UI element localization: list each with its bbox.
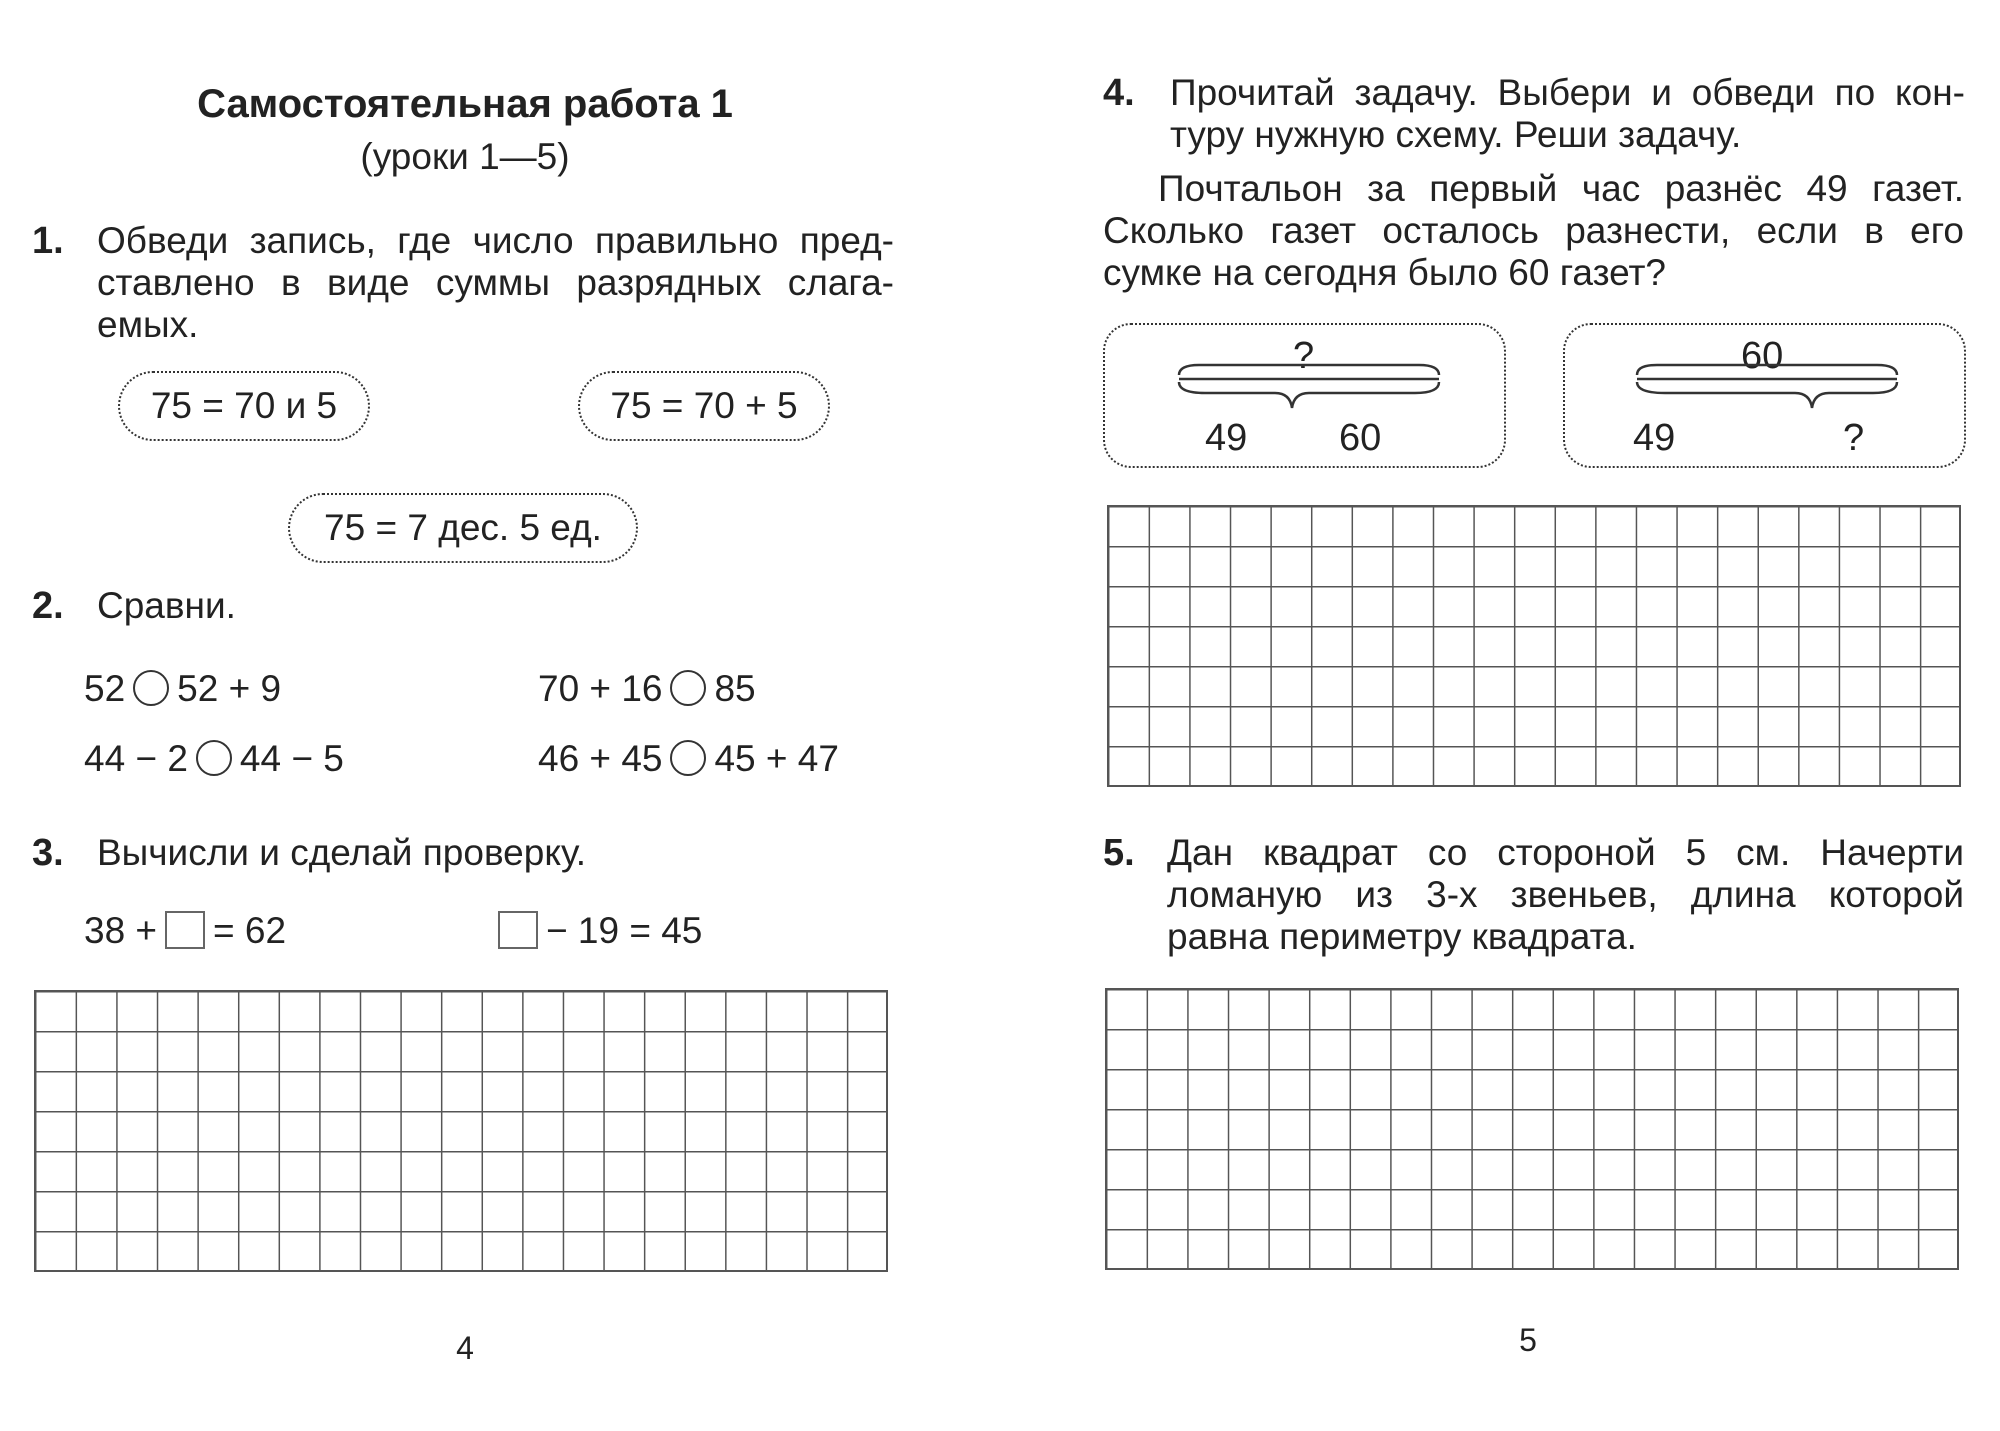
- task5-line1: Дан квадрат со стороной 5 см. Начерти: [1167, 832, 1964, 873]
- compare-left: 70 + 16: [538, 668, 663, 709]
- task5-line2: ломаную из 3-х звеньев, длина которой: [1167, 874, 1964, 915]
- compare-right: 44 − 5: [239, 738, 344, 779]
- scheme-right-label: ?: [1843, 417, 1865, 459]
- scheme-top-label: 60: [1741, 335, 1784, 377]
- page-subtitle: (уроки 1—5): [360, 136, 570, 177]
- task4-line2: туру нужную схему. Реши задачу.: [1170, 114, 1742, 155]
- task3-equation-1: [84, 910, 286, 952]
- compare-circle[interactable]: [670, 670, 706, 706]
- compare-row-4: [538, 738, 839, 780]
- compare-row-1: [84, 668, 281, 710]
- task1-option-3[interactable]: 75 = 7 дес. 5 ед.: [288, 493, 638, 563]
- scheme-option-1[interactable]: [1103, 323, 1506, 468]
- scheme-left-label: 49: [1205, 417, 1248, 459]
- scheme-right-label: 60: [1339, 417, 1382, 459]
- compare-left: 46 + 45: [538, 738, 663, 779]
- task4-line1: Прочитай задачу. Выбери и обведи по кон-: [1170, 72, 1965, 113]
- page-title: Самостоятельная работа 1: [197, 82, 733, 126]
- task3-equation-2: [490, 910, 702, 952]
- task1-line2: ставлено в виде суммы разрядных слага-: [97, 262, 894, 303]
- task1-line3: емых.: [97, 304, 199, 345]
- task1-line1: Обведи запись, где число правильно пред-: [97, 220, 894, 261]
- task2-number: 2.: [32, 585, 64, 627]
- task4-grid[interactable]: [1107, 505, 1961, 787]
- task5-line3: равна периметру квадрата.: [1167, 916, 1637, 957]
- problem-line2: Сколько газет осталось разнести, если в его: [1103, 210, 1964, 251]
- answer-box[interactable]: [165, 911, 205, 949]
- equation-right: = 62: [213, 910, 287, 951]
- scheme-top-label: ?: [1293, 335, 1315, 377]
- equation-left: 38 +: [84, 910, 158, 951]
- task2-text: Сравни.: [97, 585, 236, 626]
- compare-row-2: [538, 668, 756, 710]
- segment-brace-icon: [1565, 325, 1968, 470]
- answer-box[interactable]: [498, 911, 538, 949]
- scheme-option-2[interactable]: [1563, 323, 1966, 468]
- task5-grid[interactable]: [1105, 988, 1959, 1270]
- compare-right: 45 + 47: [714, 738, 839, 779]
- task1-option-1[interactable]: 75 = 70 и 5: [118, 371, 370, 441]
- task3-grid[interactable]: [34, 990, 888, 1272]
- scheme-left-label: 49: [1633, 417, 1676, 459]
- task5-number: 5.: [1103, 832, 1135, 874]
- compare-left: 44 − 2: [84, 738, 188, 779]
- compare-circle[interactable]: [133, 670, 169, 706]
- compare-row-3: [84, 738, 344, 780]
- page-number-right: 5: [1519, 1322, 1537, 1358]
- task3-text: Вычисли и сделай проверку.: [97, 832, 587, 873]
- problem-line3: сумке на сегодня было 60 газет?: [1103, 252, 1666, 293]
- segment-brace-icon: [1105, 325, 1508, 470]
- compare-left: 52: [84, 668, 126, 709]
- compare-circle[interactable]: [196, 740, 232, 776]
- task4-number: 4.: [1103, 72, 1135, 114]
- page-number-left: 4: [456, 1330, 474, 1366]
- task1-option-2[interactable]: 75 = 70 + 5: [578, 371, 830, 441]
- compare-right: 85: [714, 668, 756, 709]
- task1-number: 1.: [32, 220, 64, 262]
- compare-circle[interactable]: [670, 740, 706, 776]
- compare-right: 52 + 9: [177, 668, 282, 709]
- task3-number: 3.: [32, 832, 64, 874]
- equation-right: − 19 = 45: [546, 910, 703, 951]
- problem-line1: Почтальон за первый час разнёс 49 газет.: [1158, 168, 1964, 209]
